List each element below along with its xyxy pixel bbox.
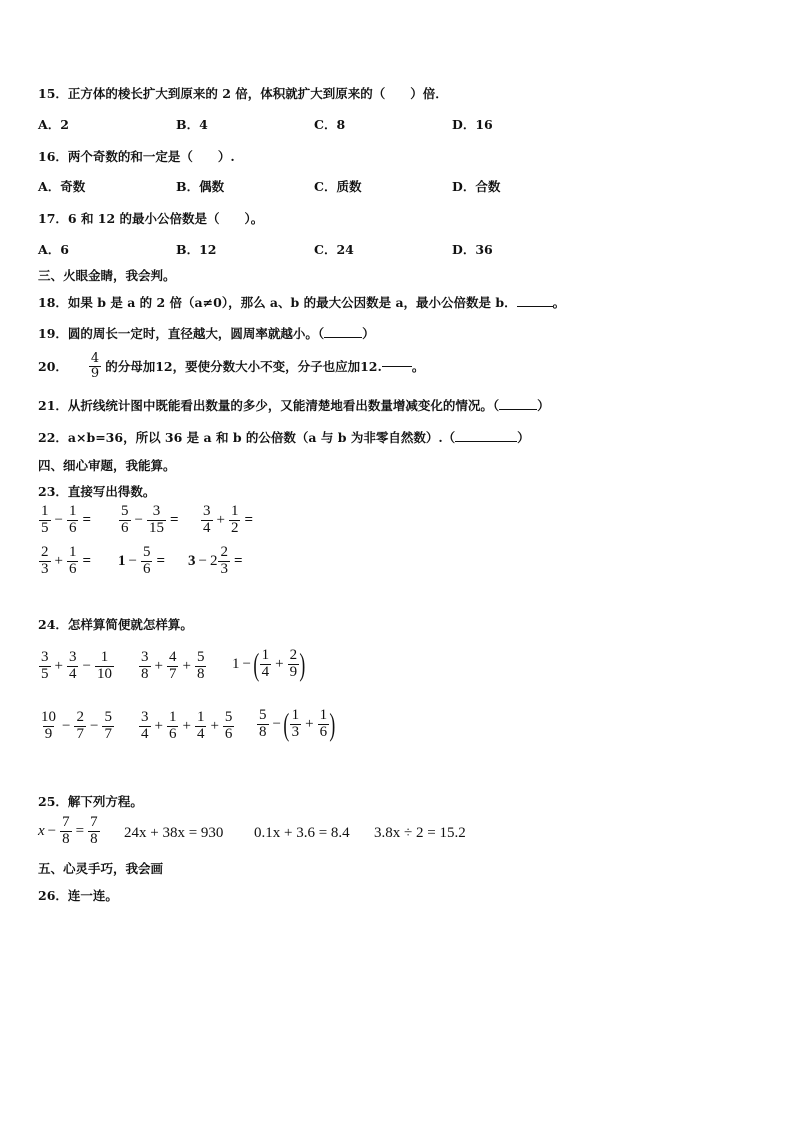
q25-eq-3: 0.1x + 3.6 = 8.4 [254, 825, 350, 841]
q20-denominator: 9 [90, 365, 100, 381]
q18-tail: 。 [552, 295, 566, 310]
q20-numerator: 4 [90, 351, 100, 366]
q15-option-b: B．4 [176, 117, 208, 132]
q23-expr-2: $\frac{5}{6}$ − $\frac{3}{15}$ = [121, 503, 179, 536]
q24-expr-6: $\frac{5}{8}$ − ( $\frac{1}{3}$ + $\frac{1}{6}$ ) [259, 706, 336, 743]
q21-answer-blank[interactable] [499, 409, 537, 410]
q24-title: 24．怎样算简便就怎样算。 [38, 617, 193, 632]
q15-stem: 15．正方体的棱长扩大到原来的 2 倍，体积就扩大到原来的（ ）倍． [38, 86, 448, 101]
q20-statement [38, 352, 424, 380]
q15-option-c: C．8 [314, 117, 346, 132]
q20-text: 的分母加12，要使分数大小不变，分子也应加12. [105, 359, 382, 375]
q18-text: 18．如果 b 是 a 的 2 倍（a≠0），那么 a、b 的最大公因数是 a，最小公倍数是 b． [38, 295, 517, 310]
q24-expr-5: $\frac{3}{4}$ + $\frac{1}{6}$ + $\frac{1}{4}$ + $\frac{5}{6}$ [141, 709, 233, 742]
q16-option-d: D．合数 [452, 179, 501, 194]
q21-statement [38, 396, 550, 414]
q20-tail: 。 [411, 359, 425, 375]
q20-fraction [89, 352, 101, 380]
q23-expr-5: 1 − $\frac{5}{6}$ = [118, 544, 166, 577]
q17-option-b: B．12 [176, 242, 217, 257]
q23-expr-3: $\frac{3}{4}$ + $\frac{1}{2}$ = [203, 503, 254, 536]
q25-eq-4: 3.8x ÷ 2 = 15.2 [374, 825, 466, 841]
q22-statement [38, 428, 530, 446]
q25-title: 25．解下列方程。 [38, 794, 143, 809]
q19-answer-blank[interactable] [324, 337, 362, 338]
section-4-heading: 四、细心审题，我能算。 [38, 458, 176, 473]
q23-title: 23．直接写出得数。 [38, 484, 156, 499]
q16-option-b: B．偶数 [176, 179, 225, 194]
q21-text: 21．从折线统计图中既能看出数量的多少，又能清楚地看出数量增减变化的情况。（ [38, 398, 500, 413]
q15-option-d: D．16 [452, 117, 493, 132]
section-5-heading: 五、心灵手巧，我会画 [38, 861, 164, 876]
q23-expr-6: 3 − 2 $\frac{2}{3}$ = [188, 544, 243, 577]
q17-option-a: A．6 [38, 242, 69, 257]
q25-eq-1: x − $\frac{7}{8}$ = $\frac{7}{8}$ [38, 814, 98, 847]
q16-option-a: A．奇数 [38, 179, 86, 194]
q16-option-c: C．质数 [314, 179, 362, 194]
q20-num: 20． [38, 359, 68, 375]
q24-expr-4: $\frac{10}{9}$ − $\frac{2}{7}$ − $\frac{5}{7}$ [41, 709, 112, 742]
q17-option-c: C．24 [314, 242, 354, 257]
q15-option-a: A．2 [38, 117, 69, 132]
q16-stem: 16．两个奇数的和一定是（ ）. [38, 149, 235, 164]
q19-tail: ） [362, 326, 375, 341]
q22-answer-blank[interactable] [455, 441, 517, 442]
q21-tail: ） [537, 398, 550, 413]
q18-answer-blank[interactable] [517, 306, 553, 307]
q19-statement [38, 324, 375, 342]
q24-expr-1: $\frac{3}{5}$ + $\frac{3}{4}$ − $\frac{1}{10}$ [41, 649, 112, 682]
q23-expr-4: $\frac{2}{3}$ + $\frac{1}{6}$ = [41, 544, 92, 577]
q20-answer-blank[interactable] [382, 366, 412, 367]
section-3-heading: 三、火眼金睛，我会判。 [38, 268, 176, 283]
q25-eq-2: 24x + 38x = 930 [124, 825, 224, 841]
q17-stem: 17．6 和 12 的最小公倍数是（ ）。 [38, 211, 264, 226]
q17-option-d: D．36 [452, 242, 493, 257]
q24-expr-3: 1 − ( $\frac{1}{4}$ + $\frac{2}{9}$ ) [232, 646, 306, 683]
q19-text: 19．圆的周长一定时，直径越大，圆周率就越小。（ [38, 326, 325, 341]
q26-title: 26．连一连。 [38, 888, 118, 903]
q18-statement [38, 293, 565, 311]
q22-text: 22．a×b=36，所以 36 是 a 和 b 的公倍数（a 与 b 为非零自然数）.（ [38, 430, 456, 445]
q22-tail: ） [517, 430, 530, 445]
q23-expr-1: $\frac{1}{5}$ − $\frac{1}{6}$ = [41, 503, 92, 536]
q24-expr-2: $\frac{3}{8}$ + $\frac{4}{7}$ + $\frac{5}{8}$ [141, 649, 205, 682]
